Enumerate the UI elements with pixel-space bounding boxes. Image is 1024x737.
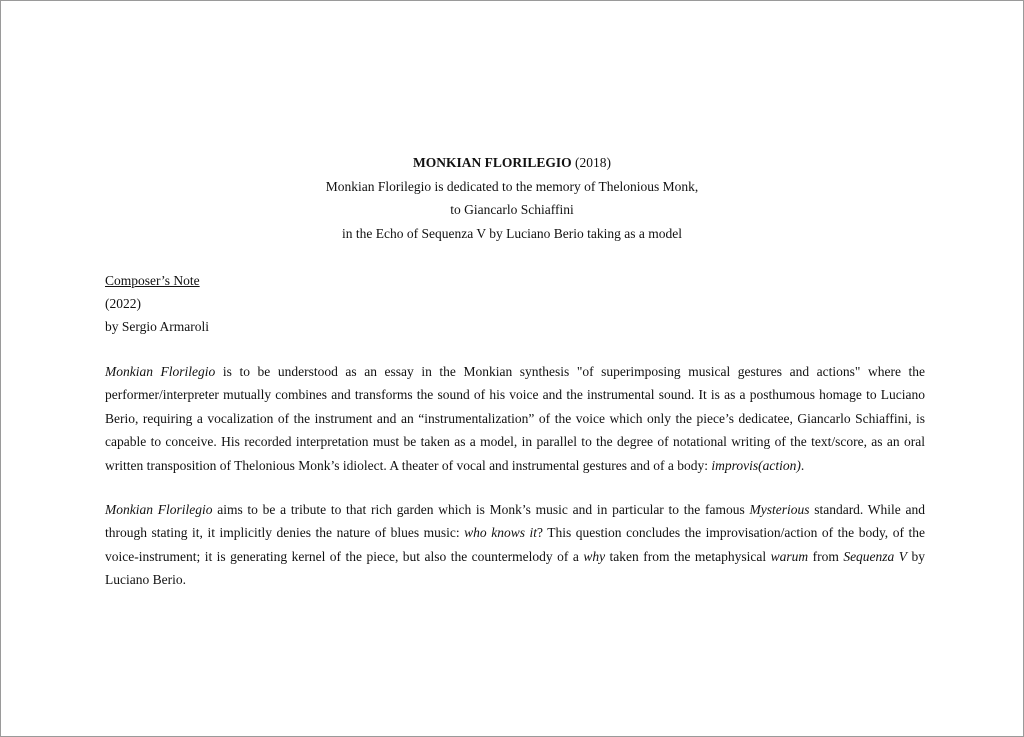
paragraph-1-title: Monkian Florilegio <box>105 364 216 379</box>
document-header <box>1 151 1023 245</box>
paragraph-2-text-d: taken from the metaphysical <box>605 548 771 564</box>
note-author: by Sergio Armaroli <box>105 319 209 334</box>
paragraph-2-sequenza: Sequenza V <box>843 548 908 564</box>
paragraph-2-who-knows-it: who knows it <box>464 525 537 541</box>
paragraph-2-text-b: standard. While and through stating it, it implicitly denies the nature of blues music: <box>105 502 926 541</box>
document-title: MONKIAN FLORILEGIO <box>412 155 572 170</box>
dedication-line: Monkian Florilegio is dedicated to the memory of Thelonious Monk, <box>325 178 699 194</box>
paragraph-1-improvisaction: improvis(action) <box>711 457 801 473</box>
title-line <box>1 151 1023 175</box>
paragraph-2-warum: warum <box>770 548 809 564</box>
paragraph-2-why: why <box>583 548 606 564</box>
paragraph-2-mysterious: Mysterious <box>749 502 810 517</box>
paragraph-2-text-e: from <box>808 548 844 564</box>
composer-note-heading: Composer’s Note <box>105 273 200 288</box>
paragraph-2-text-a: aims to be a tribute to that rich garden which is Monk’s music and in particular to the famous <box>212 502 750 517</box>
paragraph-1-body: is to be understood as an essay in the Monkian synthesis "of superimposing musical gestures and actions" where the performer/interpreter mutually combines and transforms the sound of his voice and the instrumental sound. It is as a posthumous homage to Luciano Berio, requiring a vocalization of the instrument and an “instrumentalization” of the voice which only the piece’s dedicatee, Giancarlo Schiaffini, is capable to conceive. His recorded interpretation must be taken as a model, in parallel to the degree of notational writing of the text/score, as an oral written transposition of Thelonious Monk’s idiolect. A theater of vocal and instrumental gestures and of a body: <box>105 364 926 473</box>
composer-note-block <box>105 269 209 338</box>
paragraph-2-text-c: ? This question concludes the improvisation/action of the body, of the voice-instrument; it is generating kernel of the piece, but also the countermelody of a <box>105 525 925 564</box>
paragraph-1-end: . <box>800 457 805 473</box>
note-date: (2022) <box>105 296 141 311</box>
title-year: (2018) <box>571 155 611 170</box>
paragraph-2-text-f: by Luciano Berio. <box>105 548 926 588</box>
paragraph-2-title: Monkian Florilegio <box>105 502 213 517</box>
dedicatee-line: to Giancarlo Schiaffini <box>450 202 574 217</box>
paragraph-1 <box>105 360 925 477</box>
model-line: in the Echo of Sequenza V by Luciano Berio taking as a model <box>342 225 682 241</box>
paragraph-2 <box>105 498 925 592</box>
